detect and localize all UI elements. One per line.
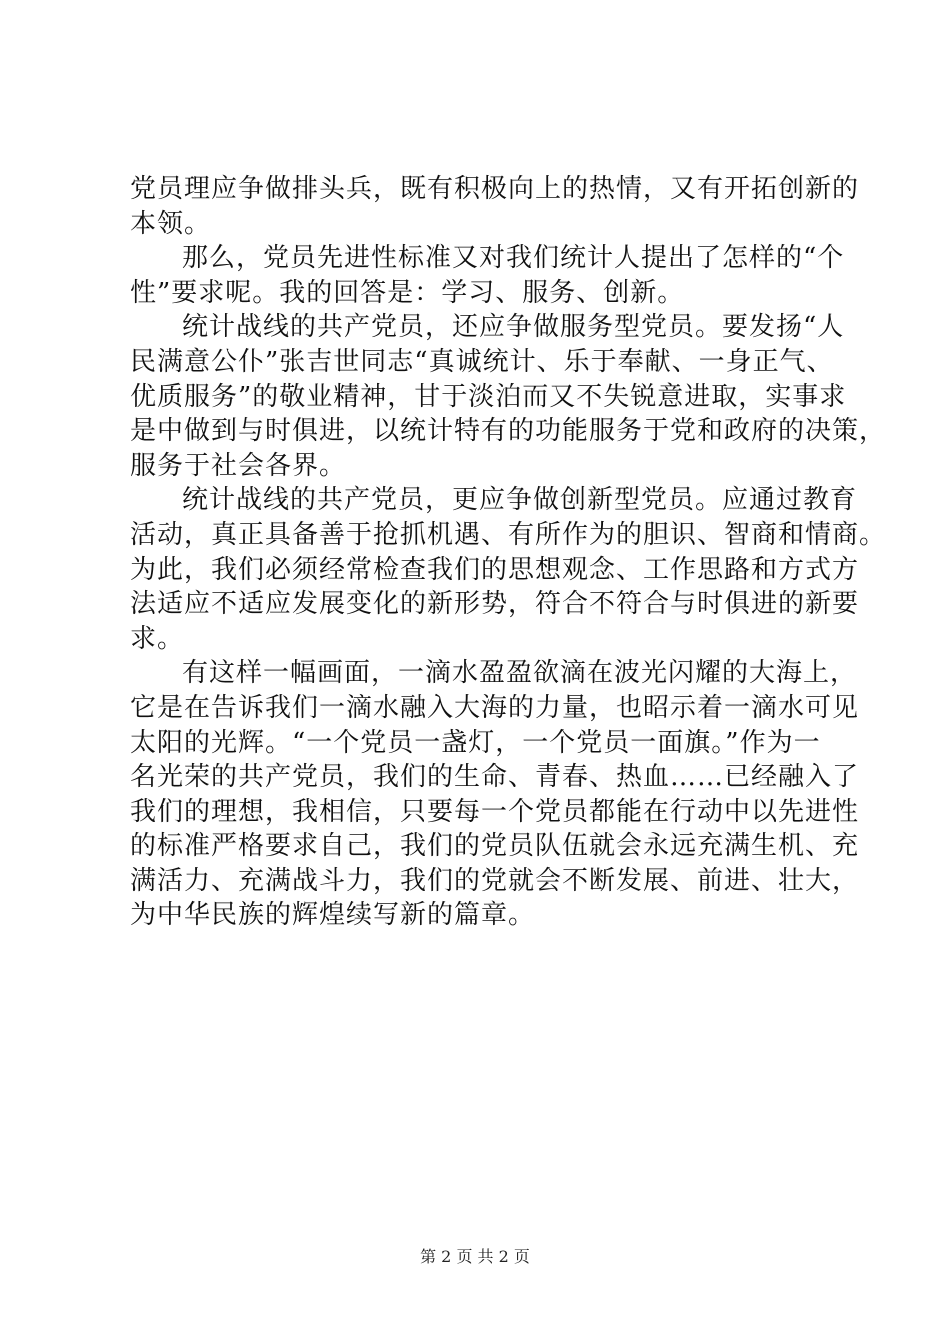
text-line: 党员理应争做排头兵，既有积极向上的热情，又有开拓创新的 [130, 174, 860, 204]
text-line: 名光荣的共产党员，我们的生命、青春、热血……已经融入了 [130, 762, 860, 793]
text-line: 我们的理想，我相信，只要每一个党员都能在行动中以先进性 [130, 796, 860, 827]
text-line: 法适应不适应发展变化的新形势，符合不符合与时俱进的新要 [130, 589, 860, 620]
text-line: 满活力、充满战斗力，我们的党就会不断发展、前进、壮大， [130, 865, 860, 896]
text-line: 民满意公仆”张吉世同志“真诚统计、乐于奉献、一身正气、 [130, 346, 834, 377]
text-line: 服务于社会各界。 [130, 450, 347, 481]
text-line: 性”要求呢。我的回答是：学习、服务、创新。 [130, 277, 685, 308]
text-line: 太阳的光辉。“一个党员一盏灯，一个党员一面旗。”作为一 [130, 727, 821, 758]
text-line: 为此，我们必须经常检查我们的思想观念、工作思路和方式方 [130, 554, 860, 585]
text-line: 的标准严格要求自己，我们的党员队伍就会永远充满生机、充 [130, 831, 860, 862]
text-line: 有这样一幅画面，一滴水盈盈欲滴在波光闪耀的大海上， [182, 658, 858, 689]
text-line: 统计战线的共产党员，更应争做创新型党员。应通过教育 [182, 485, 858, 516]
text-line: 本领。 [130, 208, 212, 239]
body-text [130, 172, 887, 933]
text-line: 为中华民族的辉煌续写新的篇章。 [130, 900, 536, 931]
text-line: 它是在告诉我们一滴水融入大海的力量，也昭示着一滴水可见 [130, 692, 860, 723]
text-line: 活动，真正具备善于抢抓机遇、有所作为的胆识、智商和情商。 [130, 519, 887, 550]
page-number-footer: 第 2 页 共 2 页 [420, 1247, 530, 1266]
text-line: 优质服务”的敬业精神，甘于淡泊而又不失锐意进取，实事求 [130, 381, 847, 412]
text-line: 统计战线的共产党员，还应争做服务型党员。要发扬“人 [182, 312, 845, 343]
text-line: 那么，党员先进性标准又对我们统计人提出了怎样的“个 [182, 243, 845, 274]
text-line: 求。 [130, 623, 185, 654]
text-line: 是中做到与时俱进，以统计特有的功能服务于党和政府的决策， [130, 416, 887, 447]
